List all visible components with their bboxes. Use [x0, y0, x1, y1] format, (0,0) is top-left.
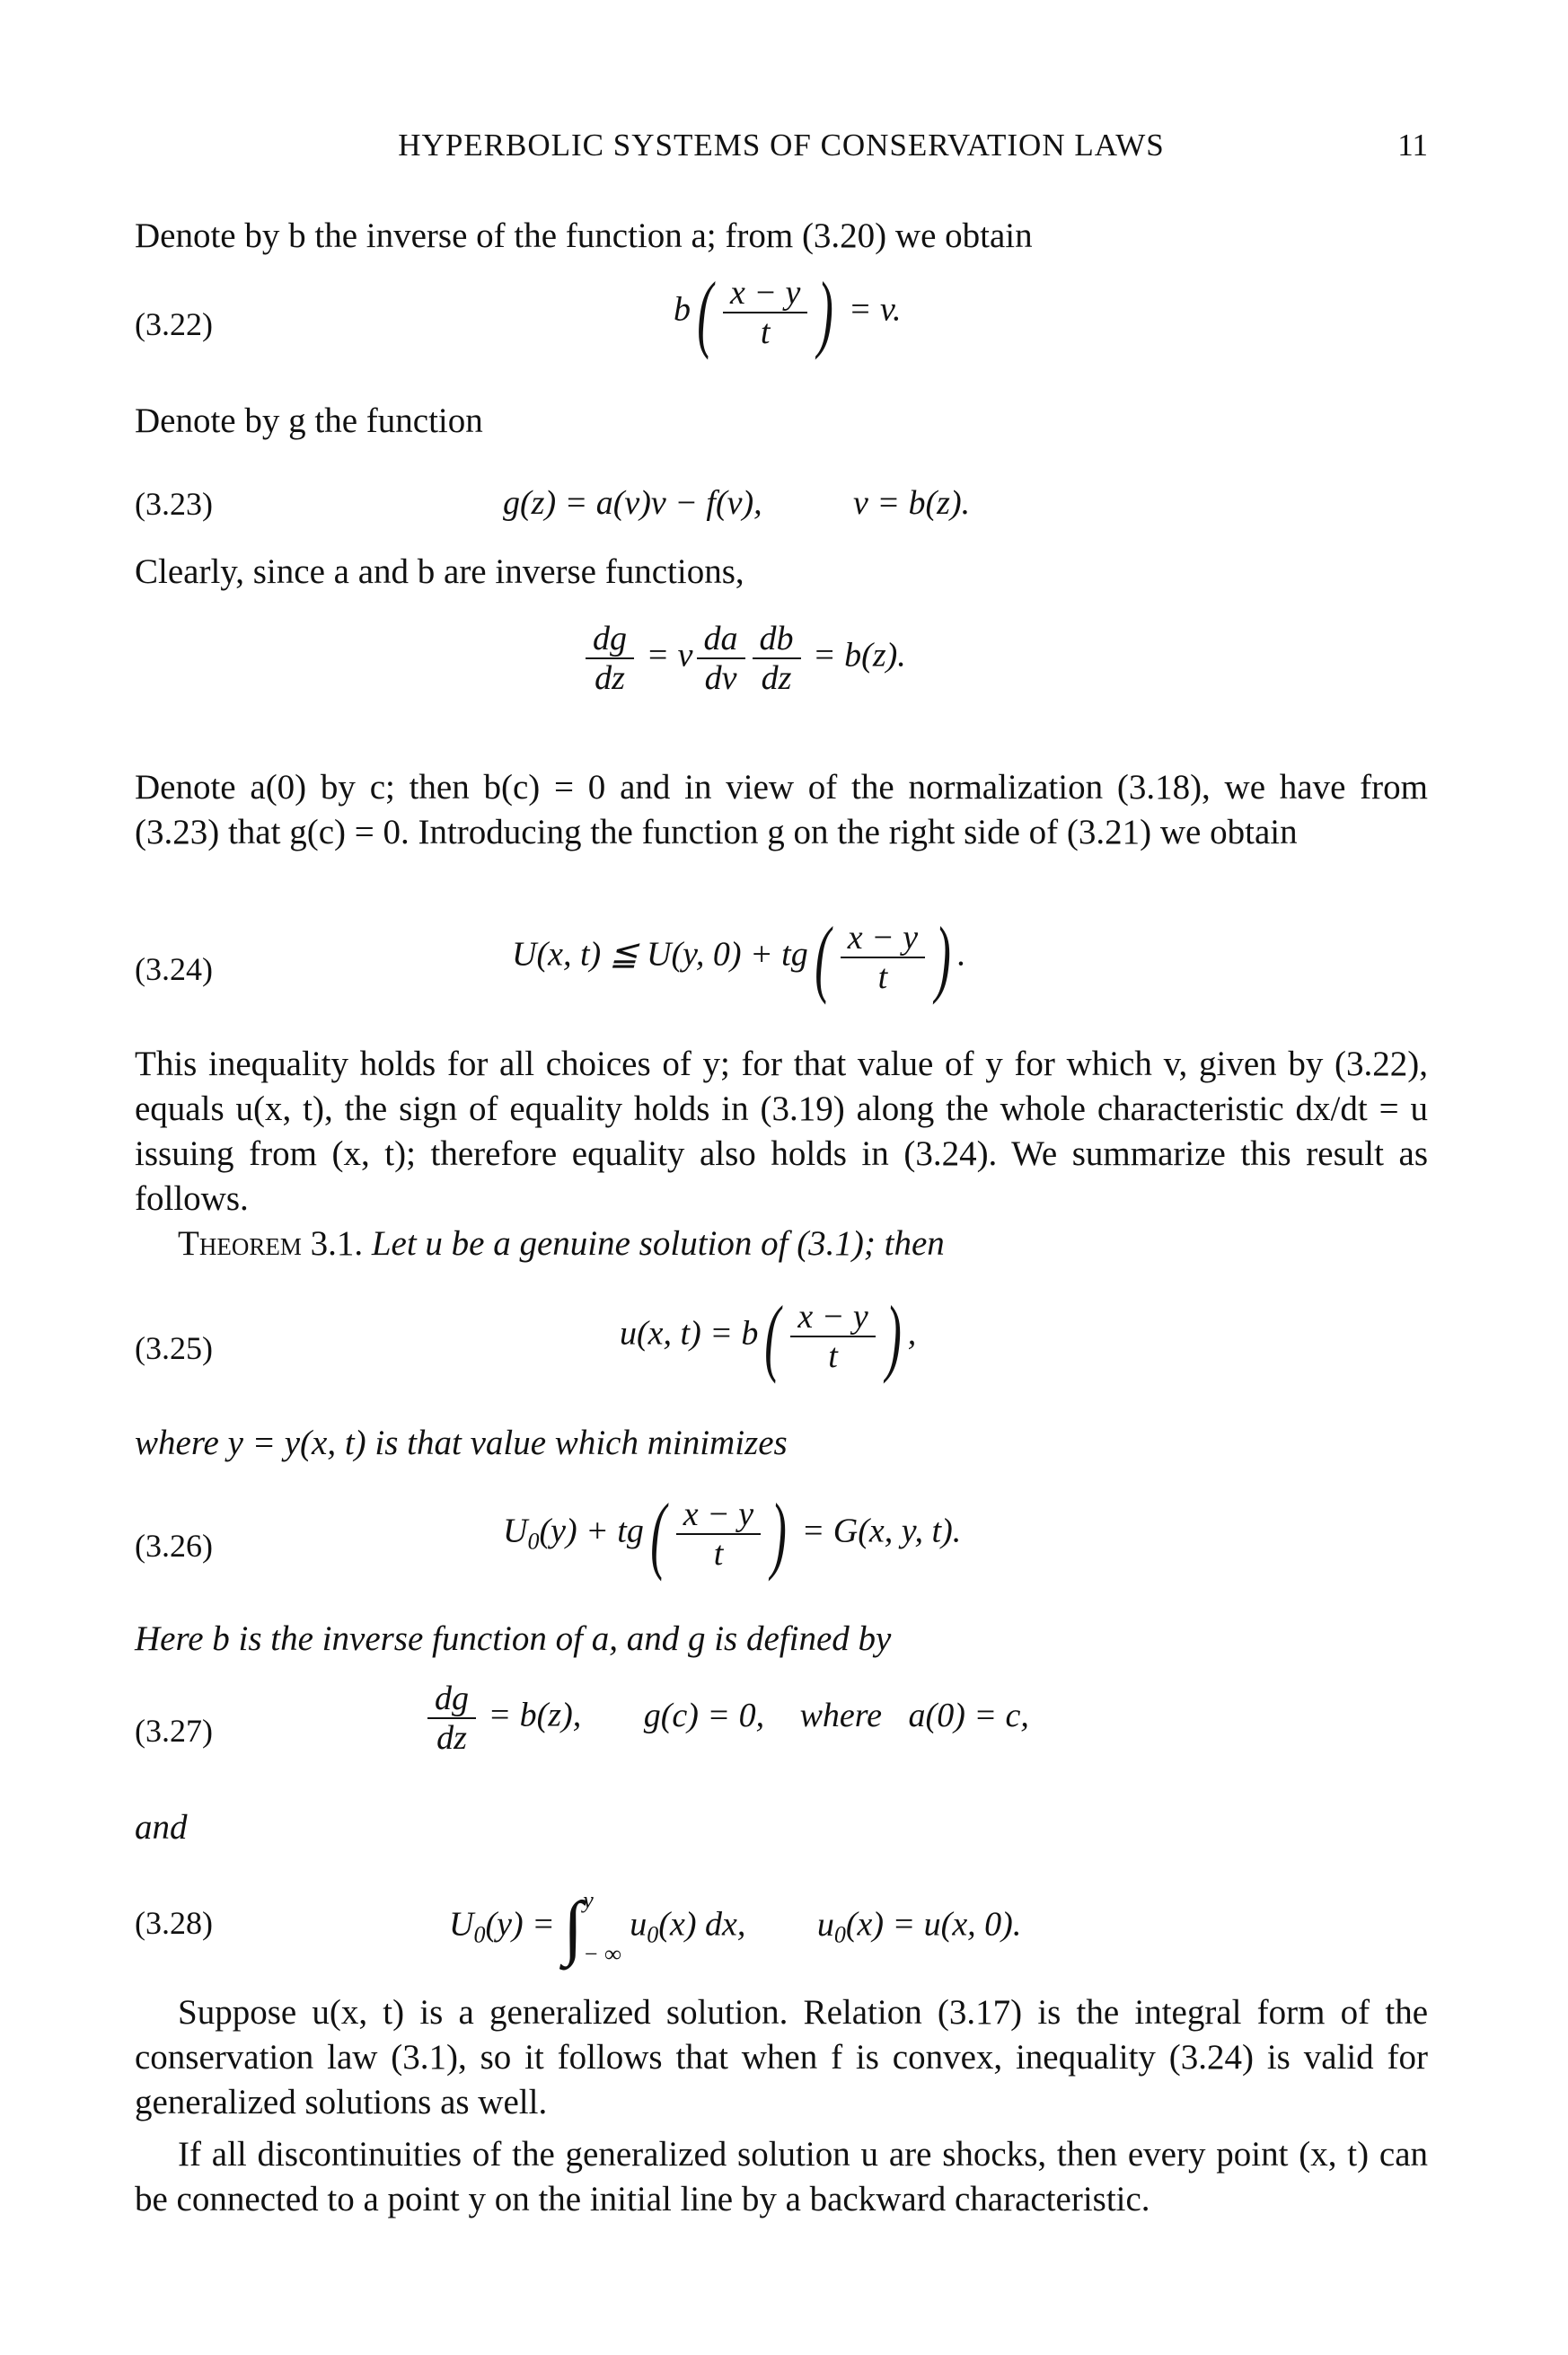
paragraph-2: Denote by g the function [135, 401, 483, 440]
integral-sign: ∫ [563, 1887, 584, 1967]
equation-derivative [135, 620, 1428, 728]
running-title: HYPERBOLIC SYSTEMS OF CONSERVATION LAWS [398, 128, 1165, 163]
equation-body: b( $\frac{x - y}{t}$ ) = v. [674, 264, 902, 360]
paragraph-8: and [135, 1808, 188, 1847]
equation-3-27 [135, 1680, 1428, 1787]
page-number: 11 [1397, 128, 1428, 163]
running-header [135, 128, 1428, 172]
paragraph-6: where y = y(x, t) is that value which minimizes [135, 1424, 788, 1462]
equation-body: g(z) = a(v)v − f(v), [503, 484, 762, 522]
paragraph-10: If all discontinuities of the generalized solution u are shocks, then every point (x, t) can be connected to a point y on the initial line by a backward characteristic. [135, 2135, 1428, 2218]
theorem-text: Let u be a genuine solution of (3.1); then [371, 1224, 945, 1263]
equation-label: (3.24) [135, 951, 213, 987]
paragraph-7: Here b is the inverse function of a, and g is defined by [135, 1619, 892, 1658]
paragraph-5: This inequality holds for all choices of y; for that value of y for which v, given by (3.22), equals u(x, t), the sign of equality holds in (3.19) along the whole characteristic dx/dt = u issuing from (x, t); therefore equality also holds in (3.24). We summarize this result as follows. [135, 1045, 1428, 1218]
equation-3-28 [135, 1868, 1428, 1976]
equation-body: $U_0(y)$ = ∫ y − ∞ $u_0(x)$ dx, $u_0(x) = u(x$, 0). [449, 1887, 1022, 1967]
equation-3-23 [135, 476, 1428, 530]
theorem-label: Theorem 3.1. [178, 1224, 364, 1263]
equation-3-24 [135, 909, 1428, 1022]
theorem-statement [135, 1222, 1428, 1266]
equation-label: (3.28) [135, 1905, 213, 1941]
equation-3-25 [135, 1288, 1428, 1401]
equation-body: $\frac{dg}{dz}$ = v $\frac{da}{dv}$ $\frac{db}{dz}$ = b(z). [582, 620, 906, 697]
equation-condition: v = b(z). [853, 484, 971, 522]
equation-label: (3.22) [135, 306, 213, 342]
paragraph-4: Denote a(0) by c; then b(c) = 0 and in view of the normalization (3.18), we have from (3.23) that g(c) = 0. Introducing the function g on the right side of (3.21) we obtain [135, 768, 1428, 851]
paragraph-1: Denote by b the inverse of the function a; from (3.20) we obtain [135, 216, 1033, 255]
equation-label: (3.27) [135, 1713, 213, 1749]
paragraph-9: Suppose u(x, t) is a generalized solution. Relation (3.17) is the integral form of the conservation law (3.1), so it follows that when f is convex, inequality (3.24) is valid for generalized solutions as well. [135, 1993, 1428, 2121]
equation-body: u(x, t) = b( $\frac{x - y}{t}$ ) , [620, 1288, 917, 1384]
equation-label: (3.26) [135, 1528, 213, 1564]
paragraph-3: Clearly, since a and b are inverse functions, [135, 552, 744, 591]
equation-body: $U_0(y) + tg$( $\frac{x - y}{t}$ ) = G(x, y, t). [503, 1486, 962, 1582]
equation-3-26 [135, 1486, 1428, 1599]
equation-3-22 [135, 264, 1428, 377]
equation-label: (3.23) [135, 486, 213, 522]
equation-body: U(x, t) ≦ U(y, 0) + tg( $\frac{x - y}{t}$ ) . [512, 909, 966, 1005]
equation-body: $\frac{dg}{dz}$ = b(z), g(c) = 0, where a(0) = c, [424, 1680, 1029, 1757]
equation-label: (3.25) [135, 1330, 213, 1366]
